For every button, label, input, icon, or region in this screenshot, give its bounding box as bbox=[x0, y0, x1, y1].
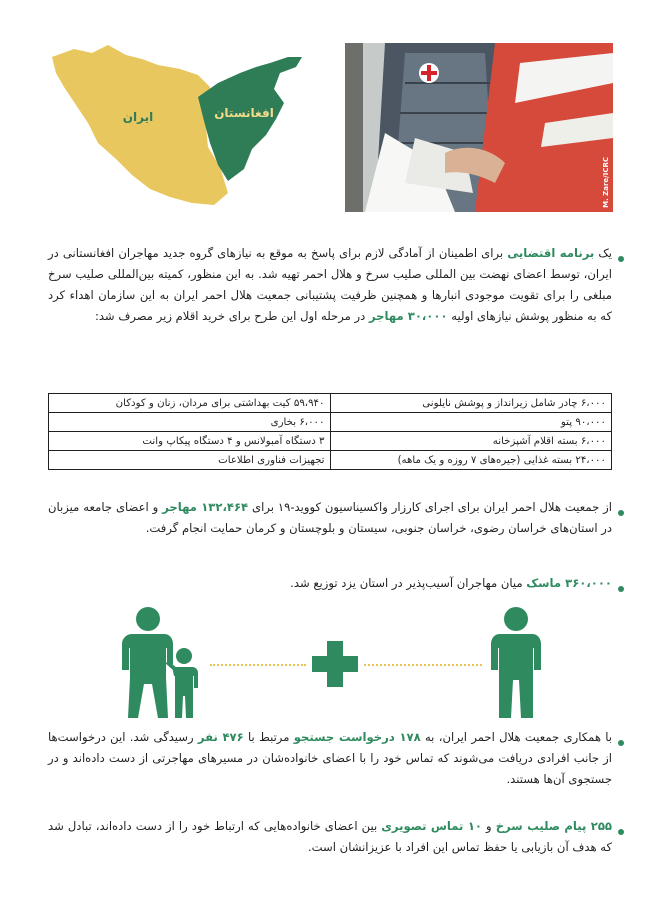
messages-paragraph bbox=[48, 816, 612, 858]
items-table-cell: ۹۰،۰۰۰ پتو bbox=[330, 413, 612, 432]
intro-text-3: در مرحله اول این طرح برای خرید اقلام زیر مصرف شد: bbox=[94, 309, 369, 323]
bullet-dot bbox=[618, 586, 624, 592]
items-table-cell: تجهیزات فناوری اطلاعات bbox=[49, 451, 331, 470]
covid-highlight-migrants: ۱۳۲،۴۶۴ مهاجر bbox=[162, 500, 249, 514]
items-table-cell: ۵۹،۹۴۰ کیت بهداشتی برای مردان، زنان و کودکان bbox=[49, 394, 331, 413]
masks-paragraph bbox=[48, 573, 612, 594]
intro-highlight-program: برنامه اقتضایی bbox=[507, 246, 595, 260]
bullet-dot bbox=[618, 256, 624, 262]
masks-text: میان مهاجران آسیب‌پذیر در استان یزد توزیع شد. bbox=[290, 576, 527, 590]
items-table-cell: ۶،۰۰۰ بسته اقلام آشپزخانه bbox=[330, 432, 612, 451]
adult-figure-icon bbox=[488, 606, 544, 718]
iran-map-shape bbox=[52, 45, 228, 205]
dotted-line-right bbox=[364, 664, 482, 666]
tracing-highlight-requests: ۱۷۸ درخواست جستجو bbox=[293, 730, 421, 744]
items-table-cell: ۳ دستگاه آمبولانس و ۴ دستگاه پیکاپ وانت bbox=[49, 432, 331, 451]
tracing-text-2: مرتبط با bbox=[243, 730, 294, 744]
photo-red-crescent-workers bbox=[345, 43, 613, 212]
photo-credit: M. Zare/ICRC bbox=[602, 157, 610, 208]
items-table-cell: ۶،۰۰۰ چادر شامل زیرانداز و پوشش نایلونی bbox=[330, 394, 612, 413]
items-table-cell: ۶،۰۰۰ بخاری bbox=[49, 413, 331, 432]
tracing-text-3: رسیدگی شد. این درخواست‌ها از جانب افرادی دریافت می‌شوند که تماس خود را با اعضای خانواده‌شان در مسیرهای مهاجرتی از دست داده‌اند و در جستجوی آن‌ها هستند. bbox=[48, 730, 612, 786]
covid-paragraph bbox=[48, 497, 612, 539]
intro-text-2: برای اطمینان از آمادگی لازم برای پاسخ به موقع به نیازهای گروه جدید مهاجران افغانستانی در ایران، توسط اعضای نهضت بین المللی صلیب سرخ و هلال احمر تهیه شد. به این منظور، کمیته بین‌المللی صلیب سرخ مبلغی را برای تقویت موجودی انبارها و همچنین ظرفیت پشتیبانی جمعیت هلال احمر ایران به این سازمان اهداء کرد که به منظور پوشش نیازهای اولیه bbox=[48, 246, 612, 323]
iran-afghanistan-map bbox=[48, 43, 310, 213]
intro-paragraph bbox=[48, 243, 612, 327]
items-table-row bbox=[49, 394, 612, 413]
items-table-row bbox=[49, 451, 612, 470]
tracing-paragraph bbox=[48, 727, 612, 790]
items-table-row bbox=[49, 432, 612, 451]
bullet-dot bbox=[618, 829, 624, 835]
messages-text-1: و bbox=[481, 819, 496, 833]
parent-and-child-figure-icon bbox=[118, 606, 204, 718]
covid-text-2: و اعضای جامعه میزبان در استان‌های خراسان رضوی، خراسان جنوبی، سیستان و بلوچستان و کرمان حمایت انجام گرفت. bbox=[48, 500, 612, 535]
afghanistan-label: افغانستان bbox=[214, 106, 274, 120]
bullet-dot bbox=[618, 740, 624, 746]
bullet-dot bbox=[618, 510, 624, 516]
tracing-text-1: با همکاری جمعیت هلال احمر ایران، به bbox=[420, 730, 612, 744]
messages-text-2: بین اعضای خانواده‌هایی که ارتباط خود را از دست داده‌اند، تبادل شد که هدف آن بازیابی یا حفظ تماس این افراد با عزیزانشان است. bbox=[48, 819, 612, 854]
items-table bbox=[48, 393, 612, 470]
messages-highlight-red-cross: ۲۵۵ پیام صلیب سرخ bbox=[495, 819, 612, 833]
iran-label: ایران bbox=[122, 110, 154, 124]
masks-highlight: ۳۶۰،۰۰۰ ماسک bbox=[526, 576, 612, 590]
intro-highlight-migrants: ۳۰،۰۰۰ مهاجر bbox=[368, 309, 448, 323]
items-table-cell: ۲۴،۰۰۰ بسته غذایی (جیره‌های ۷ روزه و یک ماهه) bbox=[330, 451, 612, 470]
tracing-highlight-people: ۴۷۶ نفر bbox=[197, 730, 244, 744]
intro-text-1: یک bbox=[594, 246, 612, 260]
messages-highlight-video-calls: ۱۰ تماس تصویری bbox=[381, 819, 482, 833]
red-cross-plus-icon bbox=[312, 641, 358, 687]
covid-text-1: از جمعیت هلال احمر ایران برای اجرای کارزار واکسیناسیون کووید-۱۹ برای bbox=[248, 500, 612, 514]
dotted-line-left bbox=[210, 664, 306, 666]
items-table-row bbox=[49, 413, 612, 432]
